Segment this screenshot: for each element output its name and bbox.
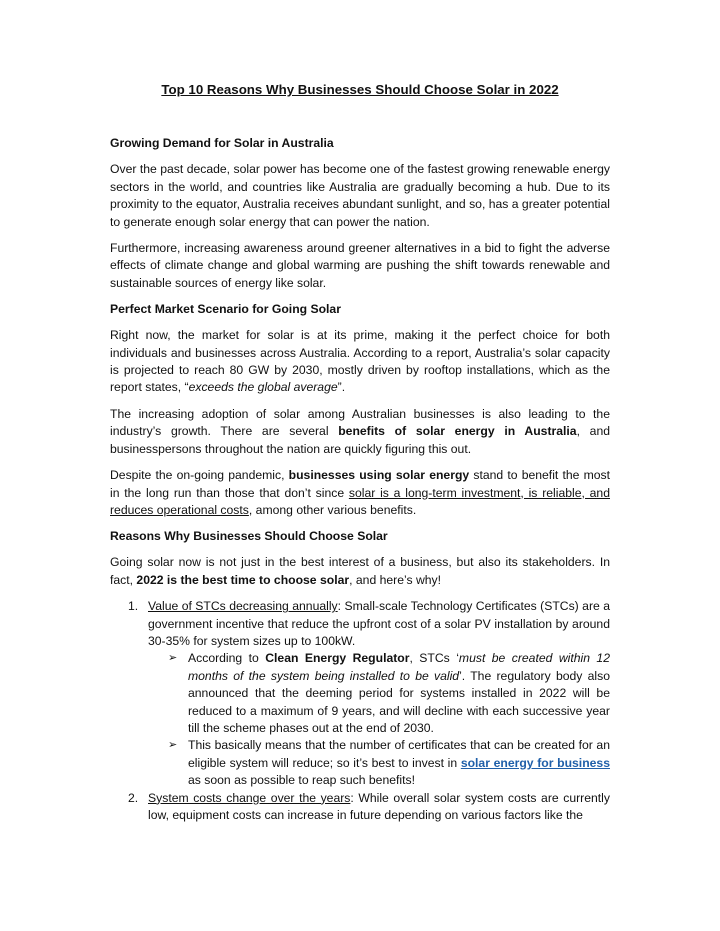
- italic-quote: must be created within 12 months of the system being installed to be valid: [188, 651, 610, 683]
- text: : Small-scale Technology Certificates (STCs) are a government incentive that reduce the upfront cost of a solar PV installation by around 30-35% for system sizes up to 100kW.: [148, 599, 610, 648]
- section-heading-growing-demand: Growing Demand for Solar in Australia: [110, 136, 334, 151]
- text: Right now, the market for solar is at its prime, making it the perfect choice for both individuals and businesses across Australia. According to a report, Australia’s solar capacity is projected to reach 80 GW by 2030, mostly driven by rooftop installations, which as the report states, “: [110, 328, 610, 395]
- list-item-title: System costs change over the years: [148, 790, 351, 805]
- text: stand to benefit the most in the long run than those that don’t since: [110, 468, 610, 500]
- text: According to: [188, 651, 266, 666]
- text: , and here’s why!: [349, 572, 442, 587]
- list-item: [110, 598, 610, 789]
- text: , and businesspersons throughout the nation are quickly figuring this out.: [110, 424, 610, 456]
- list-item-title: Value of STCs decreasing annually: [148, 599, 338, 614]
- text: as soon as possible to reap such benefits!: [188, 773, 415, 788]
- arrow-bullet-icon: ➢: [168, 739, 178, 752]
- sub-list-item: [148, 737, 610, 789]
- paragraph: [110, 554, 610, 589]
- list-number: 1.: [128, 599, 139, 614]
- paragraph: Over the past decade, solar power has become one of the fastest growing renewable energy sectors in the world, and countries like Australia are gradually becoming a hub. Due to its proximity to the equator, Australia receives abundant sunlight, and so, has a greater potential to generate enough solar energy that can power the nation.: [110, 162, 610, 229]
- text: , among other various benefits.: [248, 502, 417, 517]
- paragraph: [110, 406, 610, 458]
- paragraph: [110, 467, 610, 519]
- arrow-bullet-icon: ➢: [168, 652, 178, 665]
- text: ”.: [337, 380, 346, 395]
- text: The increasing adoption of solar among Australian businesses is also leading to the industry’s growth. There are several: [110, 406, 610, 439]
- section-heading-market-scenario: Perfect Market Scenario for Going Solar: [110, 302, 341, 317]
- text: This basically means that the number of certificates that can be created for an eligible system will reduce; so it’s best to invest in: [188, 738, 610, 770]
- bold-text: Clean Energy Regulator: [265, 651, 410, 666]
- italic-quote: exceeds the global average: [188, 380, 338, 395]
- list-item: [110, 790, 610, 825]
- underlined-text: solar is a long-term investment, is reliable, and reduces operational costs: [110, 485, 610, 517]
- bold-text: 2022 is the best time to choose solar: [136, 572, 350, 587]
- section-heading-reasons: Reasons Why Businesses Should Choose Solar: [110, 529, 388, 544]
- text: , STCs ‘: [409, 651, 459, 666]
- bold-text: businesses using solar energy: [288, 468, 470, 483]
- paragraph: Furthermore, increasing awareness around greener alternatives in a bid to fight the adverse effects of climate change and global warming are pushing the shift towards renewable and sustainable sources of energy like solar.: [110, 241, 610, 290]
- list-number: 2.: [128, 790, 139, 805]
- text: Despite the on-going pandemic,: [110, 468, 289, 483]
- paragraph: [110, 327, 610, 397]
- text: ’. The regulatory body also announced that the deeming period for systems installed in 2022 will be reduced to a maximum of 9 years, and will decline with each successive year till the scheme phases out at the end of 2030.: [188, 668, 610, 735]
- text: : While overall solar system costs are currently low, equipment costs can increase in future depending on various factors like the: [148, 790, 610, 822]
- bold-text: benefits of solar energy in Australia: [338, 424, 577, 439]
- sub-list-item: [148, 650, 610, 737]
- document-body: [110, 74, 610, 824]
- text: Going solar now is not just in the best interest of a business, but also its stakeholders. In fact,: [110, 555, 610, 587]
- page-title: Top 10 Reasons Why Businesses Should Choose Solar in 2022: [161, 82, 559, 97]
- solar-energy-for-business-link[interactable]: solar energy for business: [460, 755, 610, 770]
- sub-list: [148, 650, 610, 789]
- reasons-list: [110, 598, 610, 824]
